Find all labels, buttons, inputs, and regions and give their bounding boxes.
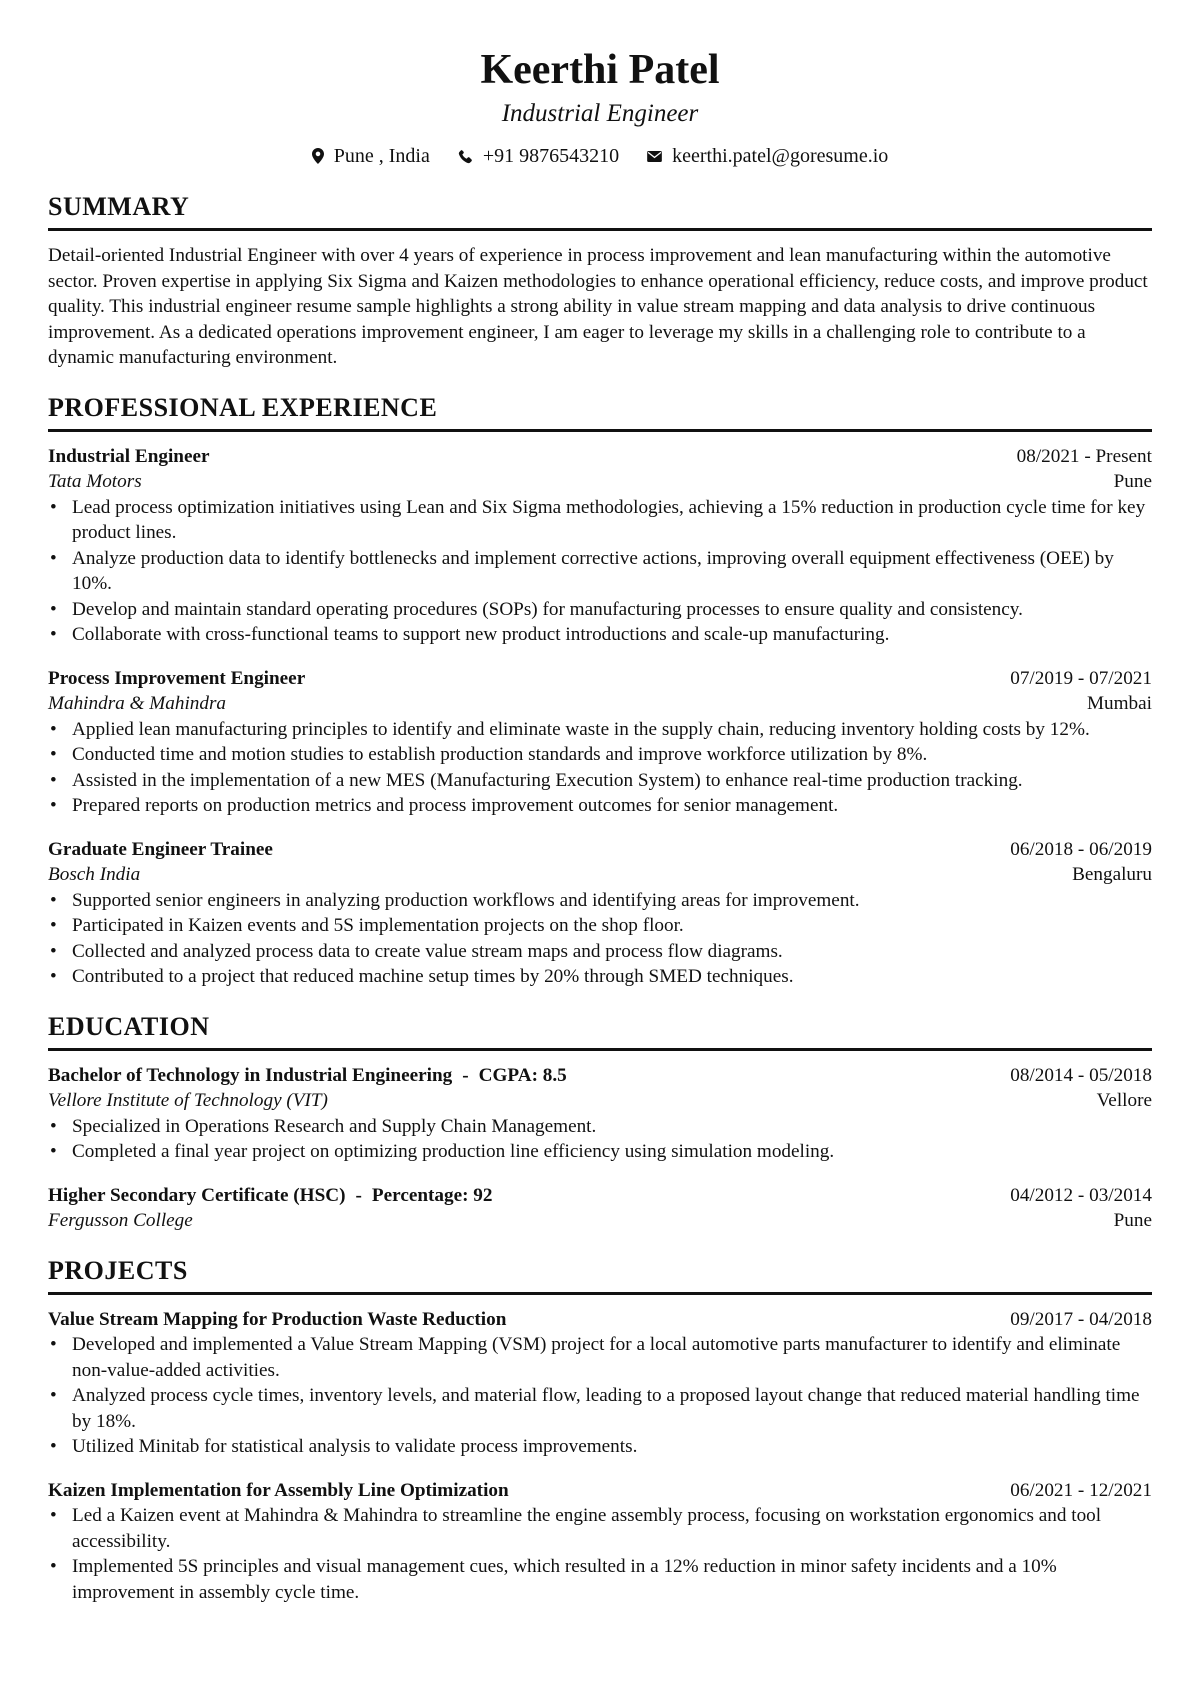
list-item: • Developed and implemented a Value Stream Mapping (VSM) project for a local automotive parts manufacturer to identify and eliminate non-value-added activities.	[72, 1332, 1152, 1383]
list-item: • Utilized Minitab for statistical analysis to validate process improvements.	[72, 1434, 1152, 1460]
list-item: • Assisted in the implementation of a new MES (Manufacturing Execution System) to enhance real-time production tracking.	[72, 768, 1152, 794]
list-item: • Completed a final year project on optimizing production line efficiency using simulation modeling.	[72, 1139, 1152, 1165]
list-item: • Prepared reports on production metrics and process improvement outcomes for senior management.	[72, 793, 1152, 819]
job-title: Process Improvement Engineer	[48, 667, 306, 689]
project-entry	[48, 1478, 1152, 1606]
candidate-name: Keerthi Patel	[480, 47, 720, 93]
experience-entry	[48, 666, 1152, 819]
list-item: • Conducted time and motion studies to establish production standards and improve workforce utilization by 8%.	[72, 742, 1152, 768]
summary-text: Detail-oriented Industrial Engineer with over 4 years of experience in process improvement and lean manufacturing within the automotive sector. Proven expertise in applying Six Sigma and Kaizen methodologies to enhance operational efficiency, reduce costs, and improve product quality. This industrial engineer resume sample highlights a strong ability in value stream mapping and data analysis to drive continuous improvement. As a dedicated operations improvement engineer, I am eager to leverage my skills in a challenging role to contribute to a dynamic manufacturing environment.	[48, 245, 1148, 368]
list-item: • Analyze production data to identify bottlenecks and implement corrective actions, improving overall equipment effectiveness (OEE) by 10%.	[72, 546, 1152, 597]
experience-entry	[48, 837, 1152, 990]
project-title: Kaizen Implementation for Assembly Line Optimization	[48, 1479, 509, 1501]
project-dates: 06/2021 - 12/2021	[1010, 1479, 1152, 1501]
job-dates: 07/2019 - 07/2021	[1010, 667, 1152, 689]
degree-name: Bachelor of Technology in Industrial Engineering	[48, 1064, 453, 1086]
project-dates: 09/2017 - 04/2018	[1010, 1308, 1152, 1330]
education-section	[48, 1010, 1152, 1234]
job-title: Industrial Engineer	[48, 445, 210, 467]
contact-location	[312, 142, 430, 170]
education-entry	[48, 1183, 1152, 1234]
list-item: • Collaborate with cross-functional teams to support new product introductions and scale-up manufacturing.	[72, 622, 1152, 648]
list-item: • Participated in Kaizen events and 5S implementation projects on the shop floor.	[72, 913, 1152, 939]
project-bullets	[48, 1503, 1152, 1605]
degree-score: CGPA: 8.5	[478, 1064, 567, 1086]
job-bullets	[48, 495, 1152, 648]
contact-phone[interactable]	[458, 142, 619, 170]
degree-line	[48, 1183, 493, 1209]
job-location: Pune	[1113, 471, 1152, 492]
phone-text: +91 9876543210	[482, 145, 620, 167]
section-title-summary: SUMMARY	[48, 192, 190, 221]
job-location: Mumbai	[1086, 693, 1152, 714]
job-bullets	[48, 888, 1152, 990]
experience-section	[48, 391, 1152, 990]
map-pin-icon	[312, 148, 324, 164]
section-title-projects: PROJECTS	[48, 1255, 188, 1285]
education-dates: 04/2012 - 03/2014	[1010, 1184, 1152, 1206]
job-title: Graduate Engineer Trainee	[48, 838, 273, 860]
contact-line	[48, 142, 1152, 170]
project-title: Value Stream Mapping for Production Waste Reduction	[48, 1308, 507, 1330]
section-divider	[48, 1292, 1152, 1295]
list-item: • Implemented 5S principles and visual management cues, which resulted in a 12% reduction in minor safety incidents and a 10% improvement in assembly cycle time.	[72, 1554, 1152, 1605]
email-link: keerthi.patel@goresume.io	[672, 145, 889, 167]
projects-section	[48, 1254, 1152, 1606]
school-name: Vellore Institute of Technology (VIT)	[48, 1090, 328, 1111]
list-item: • Contributed to a project that reduced machine setup times by 20% through SMED techniques.	[72, 964, 1152, 990]
section-title-experience: PROFESSIONAL EXPERIENCE	[48, 392, 438, 422]
phone-icon	[458, 149, 473, 164]
school-location: Vellore	[1096, 1090, 1152, 1111]
school-name: Fergusson College	[48, 1210, 193, 1231]
list-item: • Specialized in Operations Research and Supply Chain Management.	[72, 1114, 1152, 1140]
job-company: Tata Motors	[48, 471, 142, 492]
list-item: • Develop and maintain standard operating procedures (SOPs) for manufacturing processes to ensure quality and consistency.	[72, 597, 1152, 623]
section-divider	[48, 1048, 1152, 1051]
education-bullets	[48, 1114, 1152, 1165]
location-text: Pune , India	[333, 145, 430, 167]
section-divider	[48, 228, 1152, 231]
job-bullets	[48, 717, 1152, 819]
degree-separator: -	[355, 1184, 362, 1206]
experience-entry	[48, 444, 1152, 648]
job-location: Bengaluru	[1072, 864, 1152, 885]
education-entry	[48, 1063, 1152, 1165]
list-item: • Analyzed process cycle times, inventory levels, and material flow, leading to a proposed layout change that reduced material handling time by 18%.	[72, 1383, 1152, 1434]
school-location: Pune	[1113, 1210, 1152, 1231]
candidate-role: Industrial Engineer	[501, 100, 699, 127]
resume-header	[48, 44, 1152, 170]
degree-line	[48, 1063, 567, 1089]
degree-score: Percentage: 92	[371, 1184, 493, 1206]
list-item: • Led a Kaizen event at Mahindra & Mahindra to streamline the engine assembly process, focusing on workstation ergonomics and tool accessibility.	[72, 1503, 1152, 1554]
job-company: Bosch India	[48, 864, 141, 885]
summary-section	[48, 190, 1152, 371]
list-item: • Applied lean manufacturing principles to identify and eliminate waste in the supply chain, reducing inventory holding costs by 12%.	[72, 717, 1152, 743]
job-company: Mahindra & Mahindra	[48, 693, 227, 714]
project-entry	[48, 1307, 1152, 1460]
list-item: • Lead process optimization initiatives using Lean and Six Sigma methodologies, achieving a 15% reduction in production cycle time for key product lines.	[72, 495, 1152, 546]
envelope-icon	[647, 151, 662, 162]
contact-email[interactable]	[647, 142, 888, 170]
education-dates: 08/2014 - 05/2018	[1010, 1064, 1152, 1086]
project-bullets	[48, 1332, 1152, 1460]
job-dates: 08/2021 - Present	[1016, 445, 1152, 467]
degree-name: Higher Secondary Certificate (HSC)	[48, 1184, 346, 1206]
section-title-education: EDUCATION	[48, 1011, 210, 1041]
degree-separator: -	[462, 1064, 469, 1086]
section-divider	[48, 429, 1152, 432]
list-item: • Collected and analyzed process data to create value stream maps and process flow diagrams.	[72, 939, 1152, 965]
list-item: • Supported senior engineers in analyzing production workflows and identifying areas for improvement.	[72, 888, 1152, 914]
job-dates: 06/2018 - 06/2019	[1010, 838, 1152, 860]
